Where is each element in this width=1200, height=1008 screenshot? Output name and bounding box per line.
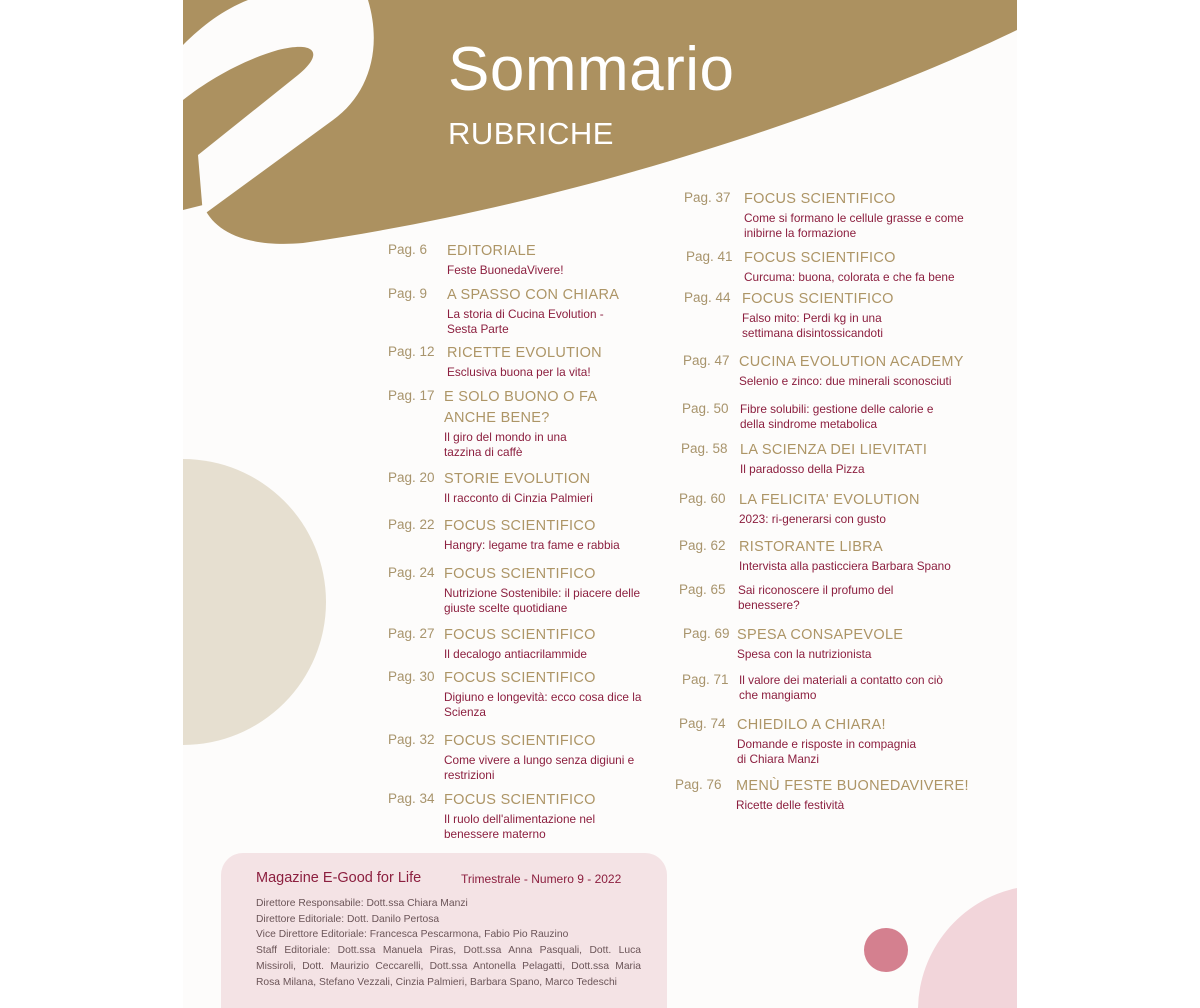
entry-body [444, 516, 664, 553]
entry-body [447, 285, 637, 337]
section-heading: CUCINA EVOLUTION ACADEMY [739, 354, 964, 370]
page-number: Pag. 69 [683, 626, 730, 641]
entry-body [742, 289, 922, 341]
page-number: Pag. 65 [679, 582, 726, 597]
page-number: Pag. 37 [684, 190, 731, 205]
section-heading: FOCUS SCIENTIFICO [444, 670, 596, 686]
section-heading: E SOLO BUONO O FA ANCHE BENE? [444, 389, 597, 426]
entry-body [744, 248, 984, 285]
page-number: Pag. 58 [681, 441, 728, 456]
section-heading: LA SCIENZA DEI LIEVITATI [740, 442, 928, 458]
article-title: Fibre solubili: gestione delle calorie e della sindrome metabolica [740, 402, 934, 431]
section-heading: FOCUS SCIENTIFICO [444, 733, 596, 749]
credit-line: Vice Direttore Editoriale: Francesca Pescarmona, Fabio Pio Rauzino [256, 929, 569, 941]
magazine-page [183, 0, 1017, 1008]
article-title: La storia di Cucina Evolution - Sesta Parte [447, 307, 604, 336]
section-heading: FOCUS SCIENTIFICO [444, 518, 596, 534]
staff-credits: Staff Editoriale: Dott.ssa Manuela Piras, Dott.ssa Anna Pasquali, Dott. Luca Missiroli, Dott. Maurizio Ceccarelli, Dott.ssa Antonella Pelagatti, Dott.ssa Maria Rosa Milana, Stefano Vezzali, Cinzia Palmieri, Barbara Spano, Marco Tedeschi [256, 945, 641, 988]
entry-body [739, 671, 959, 703]
colophon-credits [256, 896, 641, 990]
article-title: 2023: ri-generarsi con gusto [739, 512, 886, 526]
article-title: Il decalogo antiacrilammide [444, 647, 587, 661]
article-title: Falso mito: Perdi kg in una settimana disintossicandoti [742, 311, 883, 340]
page-number: Pag. 32 [388, 732, 435, 747]
section-subtitle: RUBRICHE [448, 116, 614, 151]
article-title: Esclusiva buona per la vita! [447, 365, 591, 379]
entry-body [739, 537, 979, 574]
page-number: Pag. 20 [388, 470, 435, 485]
colophon-box [221, 853, 667, 1008]
page-title: Sommario [448, 35, 735, 104]
article-title: Sai riconoscere il profumo del benessere? [738, 583, 894, 612]
section-heading: MENÙ FESTE BUONEDAVIVERE! [736, 778, 969, 794]
entry-body [740, 400, 960, 432]
article-title: Intervista alla pasticciera Barbara Spano [739, 559, 951, 573]
section-heading: FOCUS SCIENTIFICO [444, 627, 596, 643]
article-title: Curcuma: buona, colorata e che fa bene [744, 270, 955, 284]
page-number: Pag. 17 [388, 388, 435, 403]
page-number: Pag. 22 [388, 517, 435, 532]
entry-body [444, 469, 664, 506]
article-title: Feste BuonedaVivere! [447, 263, 564, 277]
entry-body [444, 668, 664, 720]
beige-circle [183, 459, 326, 745]
page-number: Pag. 9 [388, 286, 428, 301]
entry-body [740, 440, 980, 477]
article-title: Il paradosso della Pizza [740, 462, 865, 476]
section-heading: A SPASSO CON CHIARA [447, 287, 620, 303]
page-number: Pag. 24 [388, 565, 435, 580]
section-heading: EDITORIALE [447, 243, 536, 259]
entry-body [739, 352, 979, 389]
section-heading: FOCUS SCIENTIFICO [744, 191, 896, 207]
section-heading: STORIE EVOLUTION [444, 471, 591, 487]
article-title: Come vivere a lungo senza digiuni e restrizioni [444, 753, 635, 782]
pink-circle [918, 888, 1017, 1008]
entry-body [444, 387, 604, 460]
page-number: Pag. 27 [388, 626, 435, 641]
page-number: Pag. 74 [679, 716, 726, 731]
page-number: Pag. 30 [388, 669, 435, 684]
section-heading: FOCUS SCIENTIFICO [744, 250, 896, 266]
pink-dot [864, 928, 908, 972]
entry-body [738, 581, 938, 613]
credit-line: Direttore Responsabile: Dott.ssa Chiara Manzi [256, 898, 468, 909]
page-number: Pag. 44 [684, 290, 731, 305]
article-title: Domande e risposte in compagnia di Chiara Manzi [737, 737, 917, 766]
entry-body [737, 625, 977, 662]
section-heading: FOCUS SCIENTIFICO [444, 566, 596, 582]
article-title: Il giro del mondo in una tazzina di caffè [444, 430, 567, 459]
page-number: Pag. 12 [388, 344, 435, 359]
article-title: Selenio e zinco: due minerali sconosciuti [739, 374, 952, 388]
issue-info: Trimestrale - Numero 9 - 2022 [461, 872, 622, 886]
article-title: Hangry: legame tra fame e rabbia [444, 538, 620, 552]
magazine-name: Magazine E-Good for Life [256, 870, 422, 886]
page-number: Pag. 62 [679, 538, 726, 553]
section-heading: FOCUS SCIENTIFICO [742, 291, 894, 307]
entry-body [736, 776, 976, 813]
page-number: Pag. 71 [682, 672, 729, 687]
article-title: Come si formano le cellule grasse e come inibirne la formazione [744, 211, 964, 240]
entry-body [737, 715, 917, 767]
article-title: Spesa con la nutrizionista [737, 647, 872, 661]
section-heading: SPESA CONSAPEVOLE [737, 627, 904, 643]
page-number: Pag. 41 [686, 249, 733, 264]
entry-body [444, 625, 664, 662]
article-title: Il ruolo dell'alimentazione nel benessere materno [444, 812, 596, 841]
article-title: Il valore dei materiali a contatto con ciò che mangiamo [739, 673, 943, 702]
entry-body [739, 490, 979, 527]
page-number: Pag. 60 [679, 491, 726, 506]
credit-line: Direttore Editoriale: Dott. Danilo Pertosa [256, 913, 440, 925]
entry-body [444, 790, 644, 842]
page-number: Pag. 76 [675, 777, 722, 792]
section-heading: RICETTE EVOLUTION [447, 345, 602, 361]
page-number: Pag. 34 [388, 791, 435, 806]
page-number: Pag. 6 [388, 242, 428, 257]
article-title: Il racconto di Cinzia Palmieri [444, 491, 593, 505]
page-number: Pag. 47 [683, 353, 730, 368]
entry-body [447, 343, 637, 380]
entry-body [447, 241, 637, 278]
section-heading: LA FELICITA' EVOLUTION [739, 492, 920, 508]
section-heading: CHIEDILO A CHIARA! [737, 717, 886, 733]
entry-body [744, 189, 964, 241]
entry-body [444, 564, 644, 616]
page-number: Pag. 50 [682, 401, 729, 416]
section-heading: RISTORANTE LIBRA [739, 539, 883, 555]
section-heading: FOCUS SCIENTIFICO [444, 792, 596, 808]
article-title: Nutrizione Sostenibile: il piacere delle giuste scelte quotidiane [444, 586, 641, 615]
article-title: Ricette delle festività [736, 798, 845, 812]
entry-body [444, 731, 664, 783]
article-title: Digiuno e longevità: ecco cosa dice la Scienza [444, 690, 642, 719]
